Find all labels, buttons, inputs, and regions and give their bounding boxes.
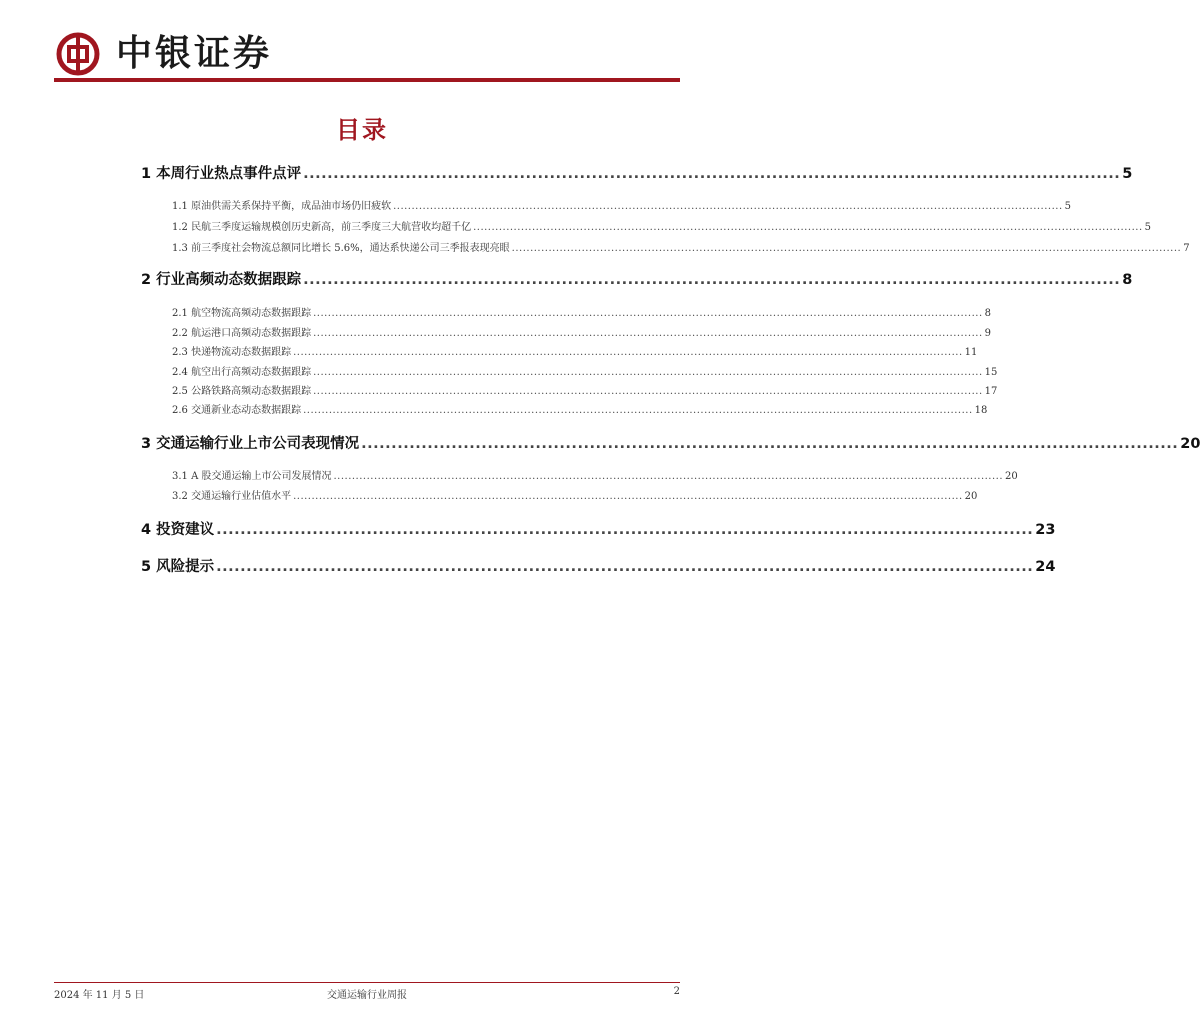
toc-page-number: 17 xyxy=(984,386,998,397)
brand-name: 中银证券 xyxy=(116,33,273,74)
toc-section-5[interactable] xyxy=(141,555,1056,576)
page-header xyxy=(54,30,680,76)
toc-page-number: 9 xyxy=(984,328,991,339)
toc-item-label: 2.6 交通新业态动态数据跟踪 xyxy=(172,405,302,416)
toc-title: 目录 xyxy=(336,116,388,144)
toc-item-label: 1.1 原油供需关系保持平衡，成品油市场仍旧疲软 xyxy=(172,201,392,212)
leader-dots: ........................................................................................................................................ xyxy=(216,559,1034,575)
toc-page-number: 11 xyxy=(964,347,978,358)
toc-section-4[interactable] xyxy=(141,518,1056,539)
toc-page-number: 23 xyxy=(1035,522,1056,538)
header-rule xyxy=(54,78,680,82)
toc-section-label: 4 投资建议 xyxy=(141,522,215,538)
toc-page-number: 20 xyxy=(964,491,978,502)
toc-item-label: 3.1 A 股交通运输上市公司发展情况 xyxy=(172,471,332,482)
toc-page-number: 5 xyxy=(1144,222,1151,233)
toc-item-label: 1.3 前三季度社会物流总额同比增长 5.6%，通达系快递公司三季报表现亮眼 xyxy=(172,243,510,254)
footer-rule xyxy=(54,982,680,983)
toc-page-number: 5 xyxy=(1122,166,1133,182)
leader-dots: ...................................................................................................................................................................................... xyxy=(313,367,983,378)
toc-item-label: 1.2 民航三季度运输规模创历史新高，前三季度三大航营收均超千亿 xyxy=(172,222,472,233)
toc-item-1-2[interactable] xyxy=(141,218,1151,233)
toc-item-label: 2.1 航空物流高频动态数据跟踪 xyxy=(172,308,312,319)
leader-dots: ...................................................................................................................................................................................... xyxy=(333,471,1004,482)
toc-item-3-2[interactable] xyxy=(141,487,978,502)
toc-item-2-3[interactable] xyxy=(141,343,978,358)
footer-page-number: 2 xyxy=(673,986,680,997)
toc-item-label: 2.3 快递物流动态数据跟踪 xyxy=(172,347,292,358)
leader-dots: ...................................................................................................................................................................................... xyxy=(511,243,1182,254)
leader-dots: ........................................................................................................................................ xyxy=(361,436,1179,452)
bank-of-china-logo-icon xyxy=(56,32,100,76)
leader-dots: ........................................................................................................................................ xyxy=(216,522,1034,538)
toc-page-number: 15 xyxy=(984,367,998,378)
toc-item-3-1[interactable] xyxy=(141,467,1018,482)
toc-item-1-3[interactable] xyxy=(141,239,1190,254)
toc-page-number: 5 xyxy=(1064,201,1071,212)
toc-section-3[interactable] xyxy=(141,432,1200,453)
leader-dots: ...................................................................................................................................................................................... xyxy=(473,222,1143,233)
leader-dots: ........................................................................................................................................ xyxy=(303,166,1121,182)
toc-item-label: 2.4 航空出行高频动态数据跟踪 xyxy=(172,367,312,378)
footer-date: 2024 年 11 月 5 日 xyxy=(54,990,145,1001)
toc-page-number: 20 xyxy=(1180,436,1200,452)
toc-item-2-2[interactable] xyxy=(141,324,991,339)
toc-section-label: 2 行业高频动态数据跟踪 xyxy=(141,272,302,288)
leader-dots: ...................................................................................................................................................................................... xyxy=(313,386,983,397)
toc-item-2-6[interactable] xyxy=(141,401,988,416)
leader-dots: ...................................................................................................................................................................................... xyxy=(303,405,973,416)
footer-report-title: 交通运输行业周报 xyxy=(327,990,407,1001)
leader-dots: ...................................................................................................................................................................................... xyxy=(393,201,1063,212)
toc-page-number: 7 xyxy=(1183,243,1190,254)
toc-section-label: 3 交通运输行业上市公司表现情况 xyxy=(141,436,360,452)
leader-dots: ...................................................................................................................................................................................... xyxy=(293,347,963,358)
leader-dots: ...................................................................................................................................................................................... xyxy=(293,491,963,502)
leader-dots: ........................................................................................................................................ xyxy=(303,272,1121,288)
toc-item-label: 2.5 公路铁路高频动态数据跟踪 xyxy=(172,386,312,397)
toc-item-2-5[interactable] xyxy=(141,382,998,397)
toc-section-label: 5 风险提示 xyxy=(141,559,215,575)
toc-item-label: 2.2 航运港口高频动态数据跟踪 xyxy=(172,328,312,339)
toc-page-number: 8 xyxy=(1122,272,1133,288)
toc-item-2-4[interactable] xyxy=(141,363,998,378)
leader-dots: ...................................................................................................................................................................................... xyxy=(313,328,983,339)
toc-page-number: 24 xyxy=(1035,559,1056,575)
leader-dots: ...................................................................................................................................................................................... xyxy=(313,308,983,319)
toc-page-number: 8 xyxy=(984,308,991,319)
toc-section-2[interactable] xyxy=(141,268,1133,289)
toc-item-2-1[interactable] xyxy=(141,304,991,319)
toc-page-number: 20 xyxy=(1005,471,1018,482)
toc-item-1-1[interactable] xyxy=(141,197,1071,212)
toc-item-label: 3.2 交通运输行业估值水平 xyxy=(172,491,292,502)
toc-page-number: 18 xyxy=(974,405,988,416)
toc-section-label: 1 本周行业热点事件点评 xyxy=(141,166,302,182)
toc-section-1[interactable] xyxy=(141,162,1133,183)
